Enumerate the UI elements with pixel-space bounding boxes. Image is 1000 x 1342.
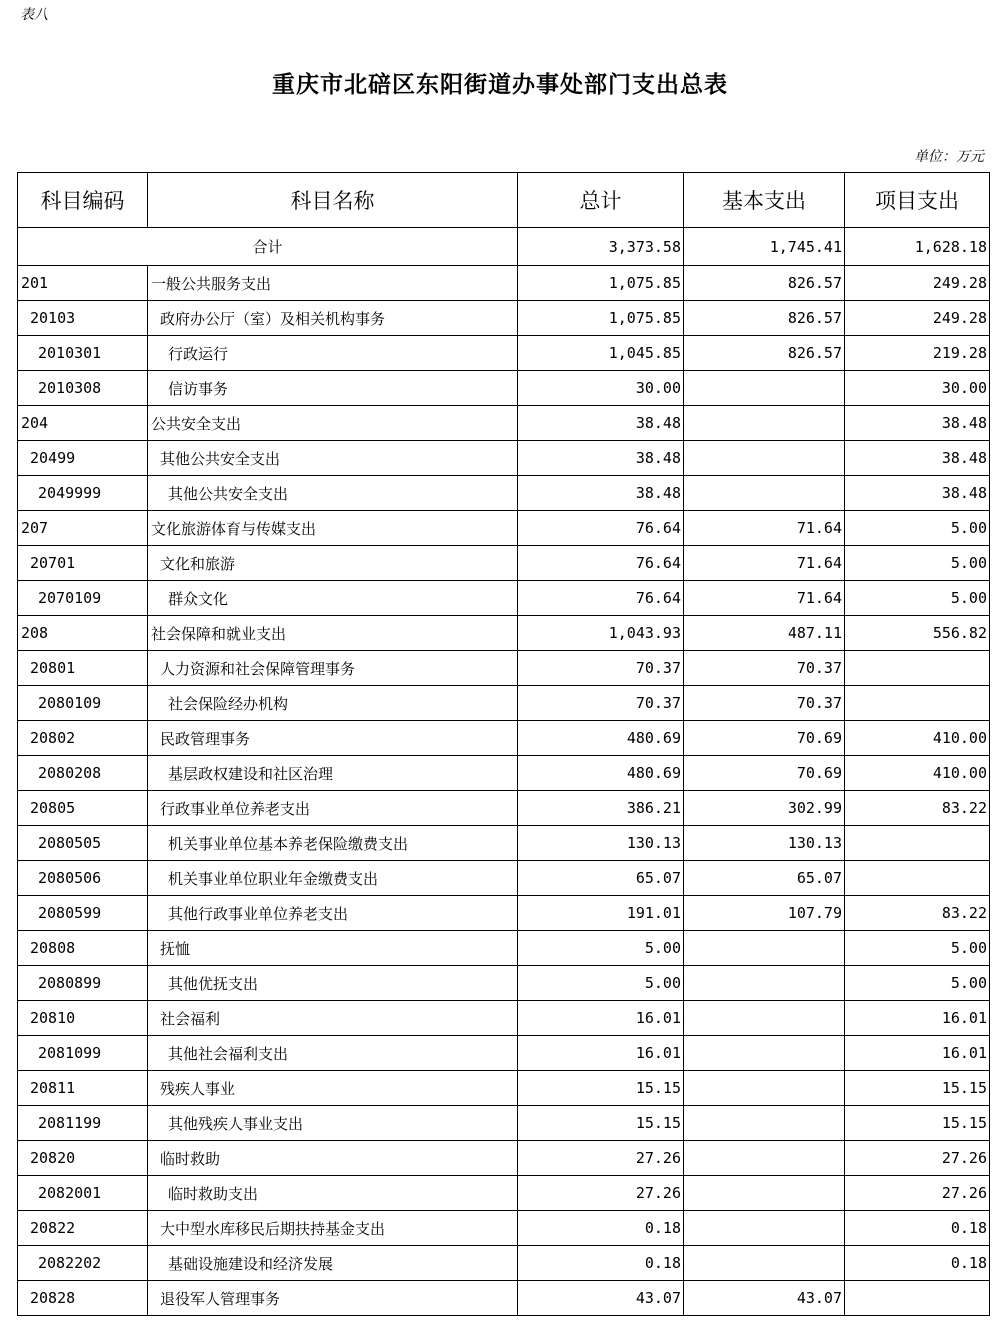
table-row	[18, 1141, 990, 1176]
row-code: 208	[18, 616, 148, 651]
row-project: 83.22	[845, 896, 990, 931]
row-total: 38.48	[518, 476, 684, 511]
row-name: 其他残疾人事业支出	[148, 1106, 518, 1141]
table-row	[18, 931, 990, 966]
header-project: 项目支出	[845, 173, 990, 228]
row-total: 16.01	[518, 1036, 684, 1071]
row-total: 1,045.85	[518, 336, 684, 371]
row-code: 2080208	[18, 756, 148, 791]
table-row	[18, 651, 990, 686]
row-total: 480.69	[518, 721, 684, 756]
row-name: 其他公共安全支出	[148, 476, 518, 511]
table-number-label: 表八	[20, 7, 48, 23]
expenditure-table	[17, 172, 990, 1316]
table-row	[18, 476, 990, 511]
row-total: 5.00	[518, 931, 684, 966]
row-project: 38.48	[845, 441, 990, 476]
row-name: 残疾人事业	[148, 1071, 518, 1106]
row-code: 20802	[18, 721, 148, 756]
row-project: 38.48	[845, 476, 990, 511]
row-total: 1,075.85	[518, 266, 684, 301]
header-name: 科目名称	[148, 173, 518, 228]
row-basic: 826.57	[684, 336, 845, 371]
header-row	[18, 173, 990, 228]
row-basic	[684, 406, 845, 441]
row-code: 2082202	[18, 1246, 148, 1281]
row-name: 临时救助	[148, 1141, 518, 1176]
row-total: 70.37	[518, 651, 684, 686]
table-row	[18, 1246, 990, 1281]
row-project: 410.00	[845, 721, 990, 756]
row-code: 2080599	[18, 896, 148, 931]
row-project: 5.00	[845, 931, 990, 966]
header-code: 科目编码	[18, 173, 148, 228]
row-total: 1,075.85	[518, 301, 684, 336]
row-project: 249.28	[845, 266, 990, 301]
row-code: 20499	[18, 441, 148, 476]
row-total: 130.13	[518, 826, 684, 861]
row-code: 20808	[18, 931, 148, 966]
row-basic	[684, 441, 845, 476]
total-sum: 3,373.58	[518, 228, 684, 266]
row-name: 社会福利	[148, 1001, 518, 1036]
row-total: 38.48	[518, 441, 684, 476]
row-name: 行政运行	[148, 336, 518, 371]
row-code: 20828	[18, 1281, 148, 1316]
row-basic: 107.79	[684, 896, 845, 931]
total-basic: 1,745.41	[684, 228, 845, 266]
row-basic	[684, 1036, 845, 1071]
row-basic	[684, 1071, 845, 1106]
row-code: 2049999	[18, 476, 148, 511]
row-basic	[684, 931, 845, 966]
row-basic	[684, 966, 845, 1001]
row-name: 机关事业单位职业年金缴费支出	[148, 861, 518, 896]
row-basic	[684, 1211, 845, 1246]
row-basic: 302.99	[684, 791, 845, 826]
row-code: 2070109	[18, 581, 148, 616]
row-name: 其他优抚支出	[148, 966, 518, 1001]
table-row	[18, 1211, 990, 1246]
row-project: 0.18	[845, 1211, 990, 1246]
page-title: 重庆市北碚区东阳街道办事处部门支出总表	[272, 71, 728, 98]
row-name: 文化旅游体育与传媒支出	[148, 511, 518, 546]
row-total: 70.37	[518, 686, 684, 721]
row-basic	[684, 1106, 845, 1141]
table-row	[18, 336, 990, 371]
row-name: 信访事务	[148, 371, 518, 406]
row-code: 20820	[18, 1141, 148, 1176]
unit-label: 单位：万元	[914, 149, 984, 165]
row-total: 480.69	[518, 756, 684, 791]
row-basic: 70.69	[684, 756, 845, 791]
row-code: 2010301	[18, 336, 148, 371]
row-code: 20701	[18, 546, 148, 581]
row-total: 191.01	[518, 896, 684, 931]
row-name: 一般公共服务支出	[148, 266, 518, 301]
row-total: 386.21	[518, 791, 684, 826]
row-name: 其他社会福利支出	[148, 1036, 518, 1071]
row-basic	[684, 1001, 845, 1036]
row-name: 群众文化	[148, 581, 518, 616]
row-code: 2080506	[18, 861, 148, 896]
row-basic: 71.64	[684, 581, 845, 616]
row-code: 20103	[18, 301, 148, 336]
row-total: 27.26	[518, 1141, 684, 1176]
row-project: 38.48	[845, 406, 990, 441]
row-code: 20801	[18, 651, 148, 686]
row-project: 15.15	[845, 1071, 990, 1106]
row-total: 15.15	[518, 1071, 684, 1106]
table-row	[18, 546, 990, 581]
row-project: 5.00	[845, 581, 990, 616]
table-row	[18, 721, 990, 756]
row-project: 27.26	[845, 1141, 990, 1176]
row-total: 0.18	[518, 1211, 684, 1246]
row-code: 2080505	[18, 826, 148, 861]
row-project: 16.01	[845, 1001, 990, 1036]
row-total: 5.00	[518, 966, 684, 1001]
row-project: 27.26	[845, 1176, 990, 1211]
total-project: 1,628.18	[845, 228, 990, 266]
table-row	[18, 966, 990, 1001]
row-name: 政府办公厅（室）及相关机构事务	[148, 301, 518, 336]
row-total: 15.15	[518, 1106, 684, 1141]
row-basic: 70.37	[684, 651, 845, 686]
table-row	[18, 1036, 990, 1071]
row-total: 76.64	[518, 546, 684, 581]
table-row	[18, 266, 990, 301]
row-name: 基础设施建设和经济发展	[148, 1246, 518, 1281]
row-project: 5.00	[845, 546, 990, 581]
table-row	[18, 511, 990, 546]
row-name: 其他公共安全支出	[148, 441, 518, 476]
table-row	[18, 756, 990, 791]
row-name: 抚恤	[148, 931, 518, 966]
row-project: 556.82	[845, 616, 990, 651]
row-name: 大中型水库移民后期扶持基金支出	[148, 1211, 518, 1246]
row-code: 2081199	[18, 1106, 148, 1141]
row-total: 76.64	[518, 581, 684, 616]
row-name: 临时救助支出	[148, 1176, 518, 1211]
row-basic	[684, 371, 845, 406]
row-total: 76.64	[518, 511, 684, 546]
table-row	[18, 1281, 990, 1316]
table-row	[18, 826, 990, 861]
row-basic	[684, 1141, 845, 1176]
row-basic: 70.69	[684, 721, 845, 756]
row-total: 43.07	[518, 1281, 684, 1316]
row-project: 0.18	[845, 1246, 990, 1281]
table-row	[18, 406, 990, 441]
row-basic: 71.64	[684, 546, 845, 581]
table-row	[18, 896, 990, 931]
row-code: 20810	[18, 1001, 148, 1036]
row-total: 65.07	[518, 861, 684, 896]
row-project: 83.22	[845, 791, 990, 826]
row-total: 16.01	[518, 1001, 684, 1036]
row-name: 行政事业单位养老支出	[148, 791, 518, 826]
row-name: 人力资源和社会保障管理事务	[148, 651, 518, 686]
row-basic	[684, 1246, 845, 1281]
row-basic: 65.07	[684, 861, 845, 896]
row-project	[845, 1281, 990, 1316]
table-row	[18, 441, 990, 476]
row-basic: 71.64	[684, 511, 845, 546]
row-project: 5.00	[845, 511, 990, 546]
row-basic: 487.11	[684, 616, 845, 651]
table-row	[18, 616, 990, 651]
row-project: 5.00	[845, 966, 990, 1001]
row-project	[845, 826, 990, 861]
row-name: 民政管理事务	[148, 721, 518, 756]
row-name: 机关事业单位基本养老保险缴费支出	[148, 826, 518, 861]
row-basic: 826.57	[684, 301, 845, 336]
table-row	[18, 861, 990, 896]
row-basic: 43.07	[684, 1281, 845, 1316]
row-basic: 70.37	[684, 686, 845, 721]
row-basic: 826.57	[684, 266, 845, 301]
row-code: 2010308	[18, 371, 148, 406]
row-code: 207	[18, 511, 148, 546]
header-total: 总计	[518, 173, 684, 228]
row-code: 2080899	[18, 966, 148, 1001]
row-code: 201	[18, 266, 148, 301]
row-code: 2082001	[18, 1176, 148, 1211]
row-name: 公共安全支出	[148, 406, 518, 441]
row-basic	[684, 1176, 845, 1211]
row-project	[845, 651, 990, 686]
table-row	[18, 1001, 990, 1036]
row-project: 249.28	[845, 301, 990, 336]
row-code: 2080109	[18, 686, 148, 721]
row-name: 其他行政事业单位养老支出	[148, 896, 518, 931]
table-row	[18, 1071, 990, 1106]
row-project: 15.15	[845, 1106, 990, 1141]
row-project	[845, 861, 990, 896]
row-name: 社会保险经办机构	[148, 686, 518, 721]
row-basic: 130.13	[684, 826, 845, 861]
row-name: 文化和旅游	[148, 546, 518, 581]
row-total: 1,043.93	[518, 616, 684, 651]
table-row	[18, 686, 990, 721]
row-basic	[684, 476, 845, 511]
row-project: 410.00	[845, 756, 990, 791]
header-basic: 基本支出	[684, 173, 845, 228]
table-row	[18, 371, 990, 406]
row-code: 20811	[18, 1071, 148, 1106]
row-project: 16.01	[845, 1036, 990, 1071]
row-total: 38.48	[518, 406, 684, 441]
row-name: 社会保障和就业支出	[148, 616, 518, 651]
row-total: 27.26	[518, 1176, 684, 1211]
row-code: 2081099	[18, 1036, 148, 1071]
row-code: 20822	[18, 1211, 148, 1246]
row-project: 30.00	[845, 371, 990, 406]
row-name: 退役军人管理事务	[148, 1281, 518, 1316]
table-row	[18, 791, 990, 826]
row-project: 219.28	[845, 336, 990, 371]
total-label: 合计	[18, 228, 518, 266]
table-row	[18, 581, 990, 616]
row-project	[845, 686, 990, 721]
table-row	[18, 1106, 990, 1141]
row-code: 204	[18, 406, 148, 441]
row-code: 20805	[18, 791, 148, 826]
row-name: 基层政权建设和社区治理	[148, 756, 518, 791]
table-row	[18, 1176, 990, 1211]
total-row	[18, 228, 990, 266]
row-total: 0.18	[518, 1246, 684, 1281]
row-total: 30.00	[518, 371, 684, 406]
table-row	[18, 301, 990, 336]
